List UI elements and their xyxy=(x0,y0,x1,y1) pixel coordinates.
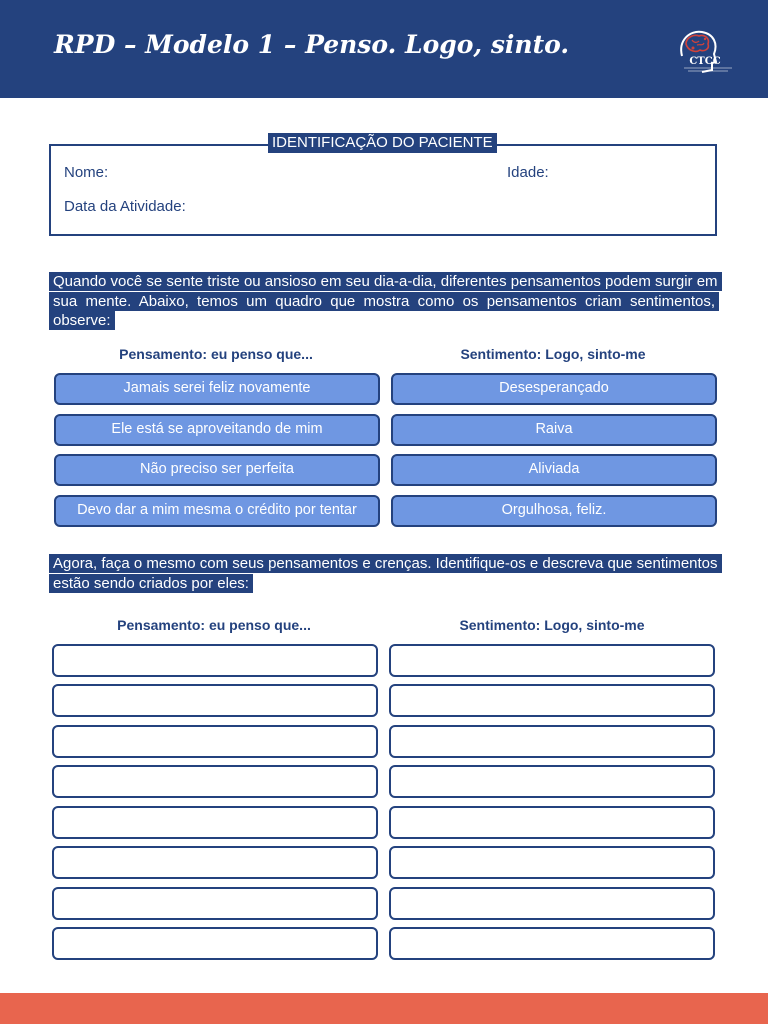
head-brain-icon xyxy=(672,26,734,76)
example-feeling-cell: Raiva xyxy=(391,414,717,446)
instruction-paragraph xyxy=(49,554,719,593)
header-bar xyxy=(0,0,768,98)
exercise-feeling-header: Sentimento: Logo, sinto-me xyxy=(459,617,645,633)
example-thought-cell: Ele está se aproveitando de mim xyxy=(54,414,380,446)
intro-text: Quando você se sente triste ou ansioso em seu dia-a-dia, diferentes pensamentos podem surgir em sua mente. Abaixo, temos um quadro que mostra como os pensamentos criam sentimentos, observe: xyxy=(49,272,722,330)
identification-title: IDENTIFICAÇÃO DO PACIENTE xyxy=(268,133,497,153)
example-feeling-header: Sentimento: Logo, sinto-me xyxy=(460,346,646,362)
feeling-input-box[interactable] xyxy=(389,765,715,798)
feeling-input-box[interactable] xyxy=(389,806,715,839)
feeling-input-box[interactable] xyxy=(389,725,715,758)
thought-input-box[interactable] xyxy=(52,887,378,920)
example-feeling-cell: Orgulhosa, feliz. xyxy=(391,495,717,527)
thought-input-box[interactable] xyxy=(52,806,378,839)
age-label: Idade: xyxy=(507,164,549,181)
thought-input-box[interactable] xyxy=(52,765,378,798)
feeling-input-box[interactable] xyxy=(389,644,715,677)
thought-input-box[interactable] xyxy=(52,846,378,879)
feeling-input-box[interactable] xyxy=(389,927,715,960)
example-feeling-cell: Desesperançado xyxy=(391,373,717,405)
example-thought-cell: Devo dar a mim mesma o crédito por tentar xyxy=(54,495,380,527)
page-title: RPD – Modelo 1 – Penso. Logo, sinto. xyxy=(54,30,570,59)
intro-paragraph xyxy=(49,272,719,331)
feeling-input-box[interactable] xyxy=(389,846,715,879)
example-thought-header: Pensamento: eu penso que... xyxy=(119,346,313,362)
feeling-input-box[interactable] xyxy=(389,684,715,717)
thought-input-box[interactable] xyxy=(52,725,378,758)
logo-text: CTCC xyxy=(689,56,721,67)
name-label: Nome: xyxy=(64,164,109,181)
instruction-text: Agora, faça o mesmo com seus pensamentos e crenças. Identifique-os e descreva que sentimentos estão sendo criados por eles: xyxy=(49,554,722,593)
thought-input-box[interactable] xyxy=(52,927,378,960)
patient-identification-box xyxy=(49,144,717,236)
example-thought-cell: Jamais serei feliz novamente xyxy=(54,373,380,405)
example-thought-cell: Não preciso ser perfeita xyxy=(54,454,380,486)
activity-date-label: Data da Atividade: xyxy=(64,198,186,215)
exercise-thought-header: Pensamento: eu penso que... xyxy=(117,617,311,633)
thought-input-box[interactable] xyxy=(52,684,378,717)
thought-input-box[interactable] xyxy=(52,644,378,677)
footer-bar xyxy=(0,993,768,1024)
example-feeling-cell: Aliviada xyxy=(391,454,717,486)
feeling-input-box[interactable] xyxy=(389,887,715,920)
